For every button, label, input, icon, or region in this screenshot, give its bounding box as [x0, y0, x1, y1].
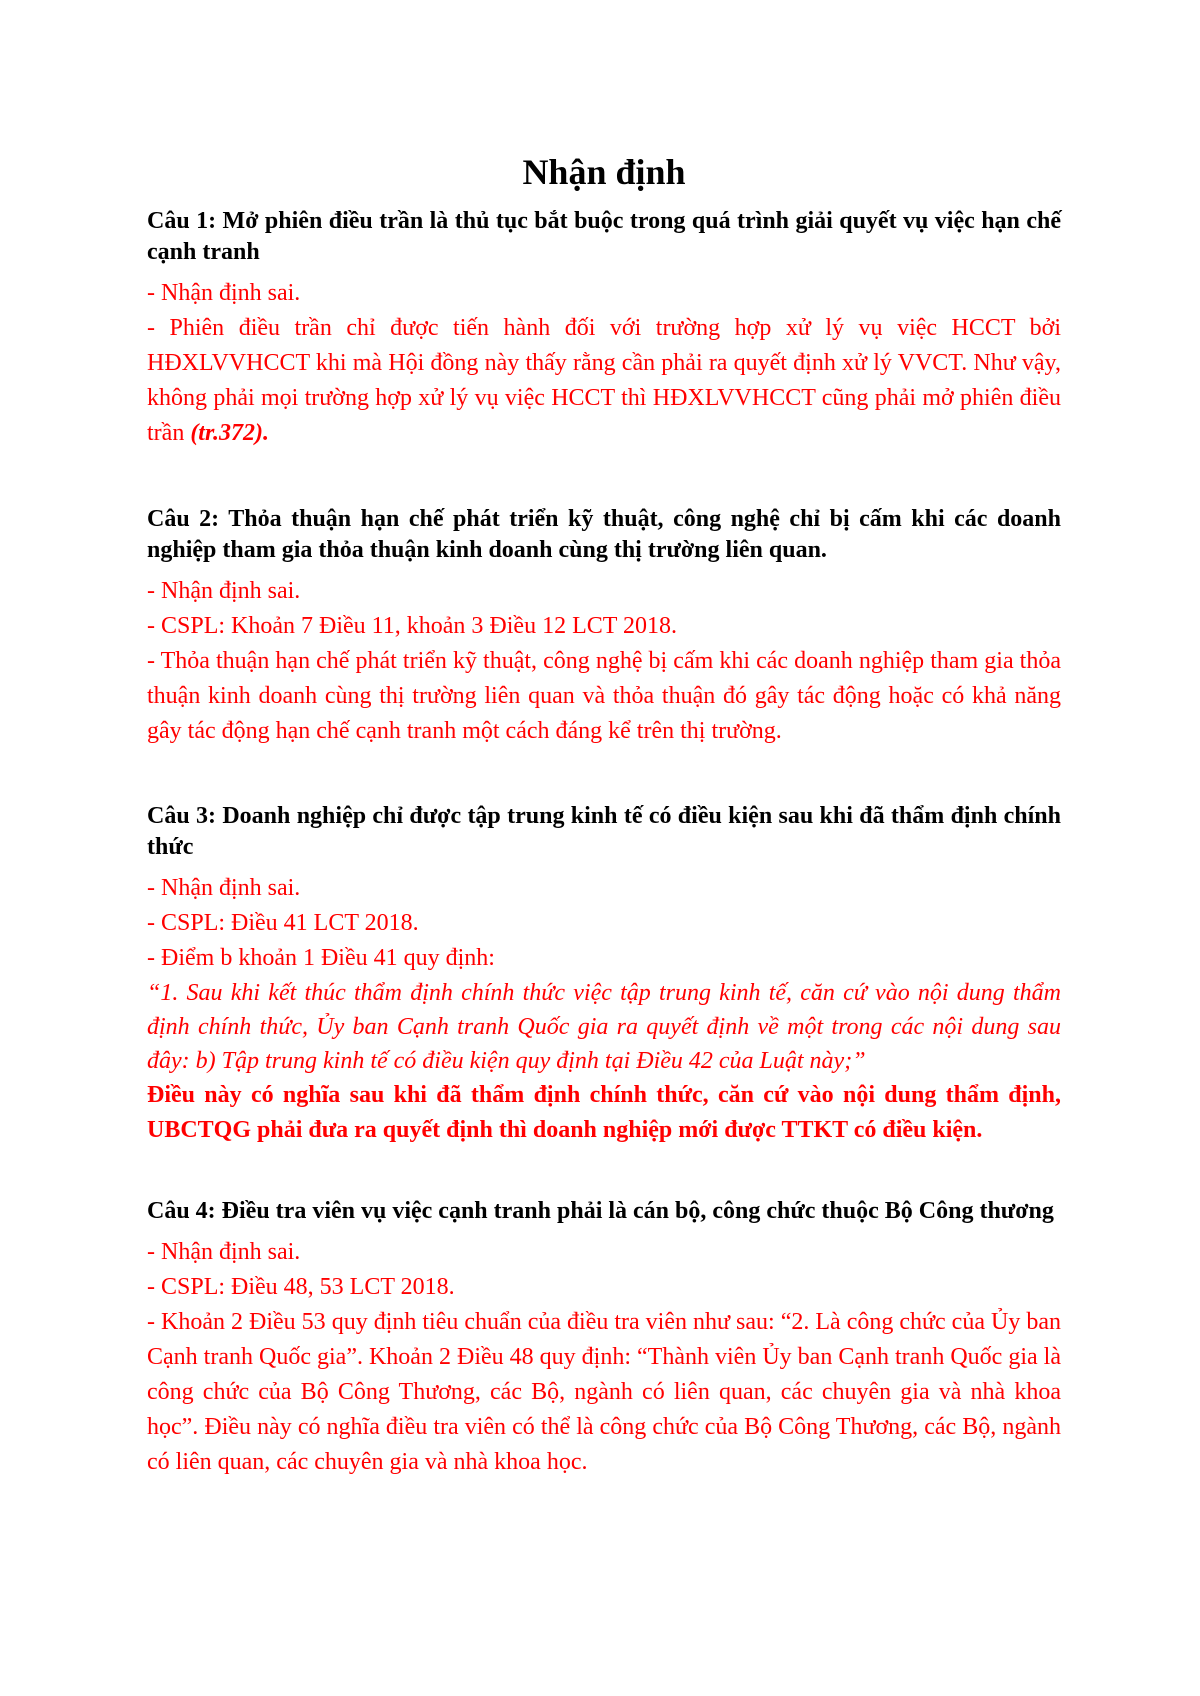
question-2 [147, 504, 1061, 749]
answer-conclusion: Điều này có nghĩa sau khi đã thẩm định chính thức, căn cứ vào nội dung thẩm định, UBCTQG phải đưa ra quyết định thì doanh nghiệp mới được TTKT có điều kiện. [147, 1082, 1061, 1143]
spacer [147, 1148, 1061, 1196]
question-4 [147, 1196, 1061, 1480]
answer-verdict: - Nhận định sai. [147, 1239, 301, 1265]
question-label: Câu 4: Điều tra viên vụ việc cạnh tranh phải là cán bộ, công chức thuộc Bộ Công thương [147, 1198, 1054, 1224]
answer-verdict: - Nhận định sai. [147, 280, 301, 306]
answer-explanation: - Khoản 2 Điều 53 quy định tiêu chuẩn của điều tra viên như sau: “2. Là công chức của Ủy ban Cạnh tranh Quốc gia”. Khoản 2 Điều 48 quy định: “Thành viên Ủy ban Cạnh tranh Quốc gia là công chức của Bộ Công Thương, các Bộ, ngành có liên quan, các chuyên gia và nhà khoa học”. Điều này có nghĩa điều tra viên có thể là công chức của Bộ Công Thương, các Bộ, ngành có liên quan, các chuyên gia và nhà khoa học. [147, 1309, 1061, 1475]
law-quote: “1. Sau khi kết thúc thẩm định chính thức việc tập trung kinh tế, căn cứ vào nội dung thẩm định chính thức, Ủy ban Cạnh tranh Quốc gia ra quyết định về một trong các nội dung sau đây: b) Tập trung kinh tế có điều kiện quy định tại Điều 42 của Luật này;” [147, 980, 1061, 1074]
answer-explanation [147, 311, 1061, 451]
page-title: Nhận định [522, 152, 686, 192]
question-label: Câu 1: Mở phiên điều trần là thủ tục bắt buộc trong quá trình giải quyết vụ việc hạn chế cạnh tranh [147, 208, 1061, 265]
answer-verdict: - Nhận định sai. [147, 875, 301, 901]
spacer [147, 749, 1061, 801]
answer-verdict: - Nhận định sai. [147, 578, 301, 604]
spacer [147, 451, 1061, 504]
answer-legal-basis: - CSPL: Điều 41 LCT 2018. [147, 910, 419, 936]
explanation-text: - Phiên điều trần chỉ được tiến hành đối với trường hợp xử lý vụ việc HCCT bởi HĐXLVVHCCT khi mà Hội đồng này thấy rằng cần phải ra quyết định xử lý VVCT. Như vậy, không phải mọi trường hợp xử lý vụ việc HCCT thì HĐXLVVHCCT cũng phải mở phiên điều trần [147, 315, 1061, 446]
page-reference: (tr.372) [190, 420, 263, 446]
answer-legal-basis: - CSPL: Khoản 7 Điều 11, khoản 3 Điều 12 LCT 2018. [147, 613, 677, 639]
explanation-end: . [262, 420, 269, 446]
question-label: Câu 2: Thỏa thuận hạn chế phát triển kỹ thuật, công nghệ chỉ bị cấm khi các doanh nghiệp tham gia thỏa thuận kinh doanh cùng thị trường liên quan. [147, 506, 1061, 563]
document-page [147, 150, 1061, 1480]
answer-intro: - Điểm b khoản 1 Điều 41 quy định: [147, 945, 495, 971]
question-1 [147, 206, 1061, 451]
answer-legal-basis: - CSPL: Điều 48, 53 LCT 2018. [147, 1274, 455, 1300]
answer-explanation: - Thỏa thuận hạn chế phát triển kỹ thuật, công nghệ bị cấm khi các doanh nghiệp tham gia thỏa thuận kinh doanh cùng thị trường liên quan và thỏa thuận đó gây tác động hoặc có khả năng gây tác động hạn chế cạnh tranh một cách đáng kể trên thị trường. [147, 648, 1061, 744]
question-3 [147, 801, 1061, 1148]
question-label: Câu 3: Doanh nghiệp chỉ được tập trung kinh tế có điều kiện sau khi đã thẩm định chính thức [147, 803, 1061, 860]
